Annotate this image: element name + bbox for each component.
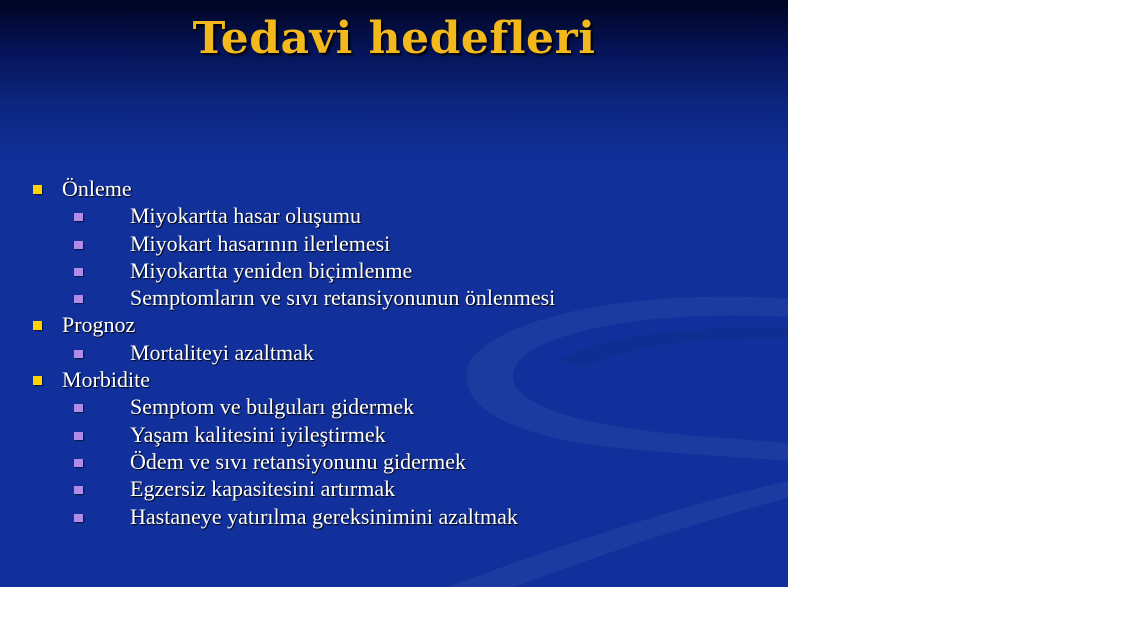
square-bullet-icon (74, 213, 83, 221)
square-bullet-icon (74, 432, 83, 440)
sub-list-item (0, 202, 788, 229)
square-bullet-icon (74, 350, 83, 358)
sub-list-item-label: Hastaneye yatırılma gereksinimini azaltmak (130, 503, 518, 529)
sub-list-item-label: Ödem ve sıvı retansiyonunu gidermek (130, 448, 467, 474)
sub-list-item (0, 475, 788, 502)
list-item-label: Prognoz (62, 312, 136, 338)
sub-list-item-label: Miyokartta hasar oluşumu (130, 203, 361, 229)
square-bullet-icon (74, 486, 83, 494)
sub-list-item-label: Miyokartta yeniden biçimlenme (130, 257, 413, 283)
sub-list-item (0, 339, 788, 366)
sub-list-item-label: Semptomların ve sıvı retansiyonunun önlenmesi (130, 285, 556, 311)
square-bullet-icon (74, 268, 83, 276)
sub-list-item-label: Miyokart hasarının ilerlemesi (130, 230, 391, 256)
square-bullet-icon (33, 321, 42, 330)
sub-list-item-label: Semptom ve bulguları gidermek (130, 394, 415, 420)
list-item (0, 366, 788, 393)
sub-list-item (0, 230, 788, 257)
square-bullet-icon (74, 459, 83, 467)
list-item (0, 311, 788, 338)
square-bullet-icon (33, 185, 42, 194)
sub-list-item (0, 284, 788, 311)
sub-list-item-label: Yaşam kalitesini iyileştirmek (130, 421, 386, 447)
slide-title: Tedavi hedefleri (192, 13, 596, 64)
square-bullet-icon (74, 241, 83, 249)
list-item (0, 175, 788, 202)
sub-list-item-label: Egzersiz kapasitesini artırmak (130, 476, 396, 502)
sub-list-item-label: Mortaliteyi azaltmak (130, 339, 314, 365)
square-bullet-icon (74, 514, 83, 522)
sub-list-item (0, 503, 788, 530)
sub-list-item (0, 421, 788, 448)
sub-list-item (0, 393, 788, 420)
bullet-list (0, 175, 788, 530)
sub-list-item (0, 448, 788, 475)
list-item-label: Morbidite (62, 367, 150, 393)
sub-list-item (0, 257, 788, 284)
list-item-label: Önleme (62, 176, 132, 201)
square-bullet-icon (74, 295, 83, 303)
square-bullet-icon (33, 376, 42, 385)
square-bullet-icon (74, 404, 83, 412)
